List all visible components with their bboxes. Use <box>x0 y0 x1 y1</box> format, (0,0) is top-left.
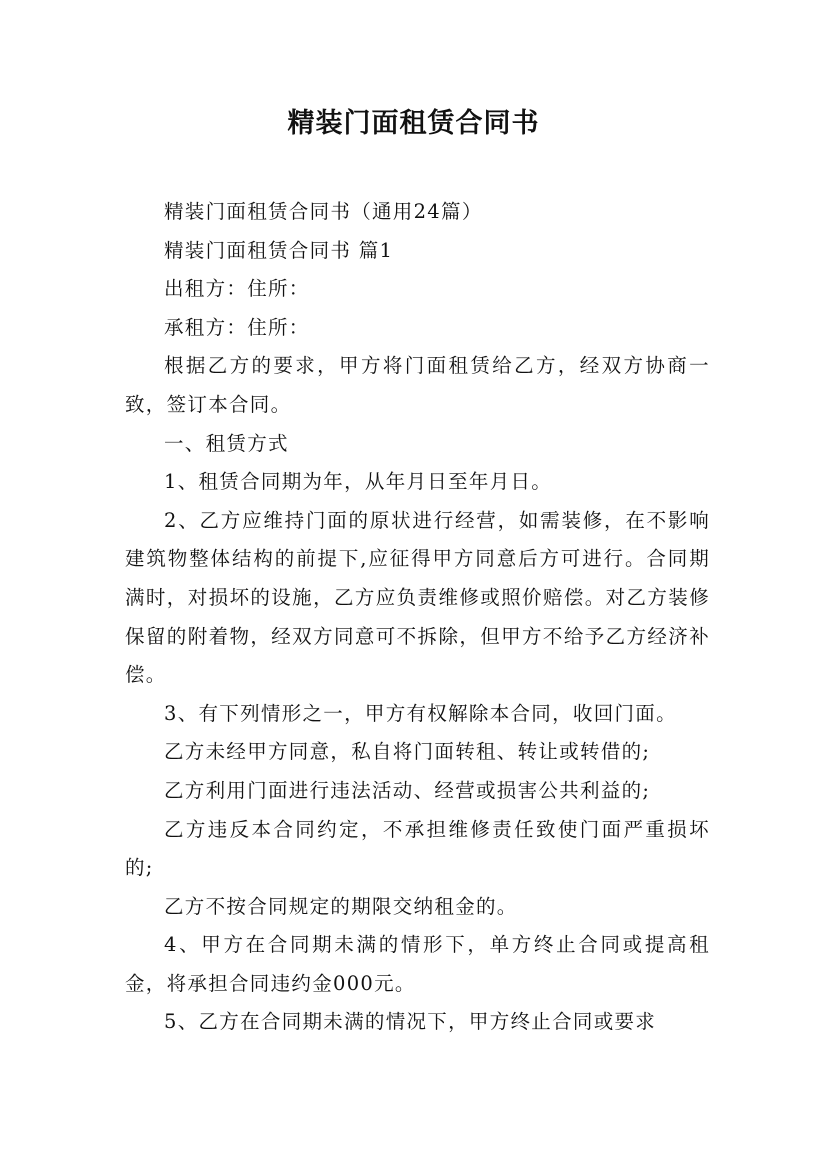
paragraph-clause-2: 2、乙方应维持门面的原状进行经营，如需装修，在不影响建筑物整体结构的前提下,应征得甲方同意后方可进行。合同期满时，对损坏的设施，乙方应负责维修或照价赔偿。对乙方装修保留的附着物，经双方同意可不拆除，但甲方不给予乙方经济补偿。 <box>125 508 710 687</box>
paragraph-clause-3-item-3: 乙方违反本合同约定，不承担维修责任致使门面严重损坏的; <box>125 817 710 880</box>
paragraph-subtitle: 精装门面租赁合同书（通用24篇） <box>164 200 483 223</box>
paragraph-lessor: 出租方：住所： <box>164 277 310 301</box>
paragraph-clause-3: 3、有下列情形之一，甲方有权解除本合同，收回门面。 <box>164 701 677 725</box>
document-title: 精装门面租赁合同书 <box>287 108 540 139</box>
paragraph-preamble: 根据乙方的要求，甲方将门面租赁给乙方，经双方协商一致，签订本合同。 <box>125 354 710 416</box>
paragraph-heading-lease-method: 一、租赁方式 <box>164 431 289 455</box>
paragraph-clause-5: 5、乙方在合同期未满的情况下，甲方终止合同或要求 <box>164 1010 657 1034</box>
paragraph-clause-3-item-2: 乙方利用门面进行违法活动、经营或损害公共利益的; <box>164 778 651 802</box>
paragraph-section-heading: 精装门面租赁合同书 篇1 <box>164 238 394 262</box>
paragraph-clause-3-item-1: 乙方未经甲方同意，私自将门面转租、转让或转借的; <box>164 740 651 764</box>
paragraph-clause-1: 1、租赁合同期为年，从年月日至年月日。 <box>164 470 553 494</box>
paragraph-lessee: 承租方：住所： <box>164 315 310 339</box>
document-body <box>125 193 710 1042</box>
paragraph-clause-3-item-4: 乙方不按合同规定的期限交纳租金的。 <box>164 894 518 918</box>
paragraph-clause-4: 4、甲方在合同期未满的情形下，单方终止合同或提高租金，将承担合同违约金000元。 <box>125 933 710 995</box>
